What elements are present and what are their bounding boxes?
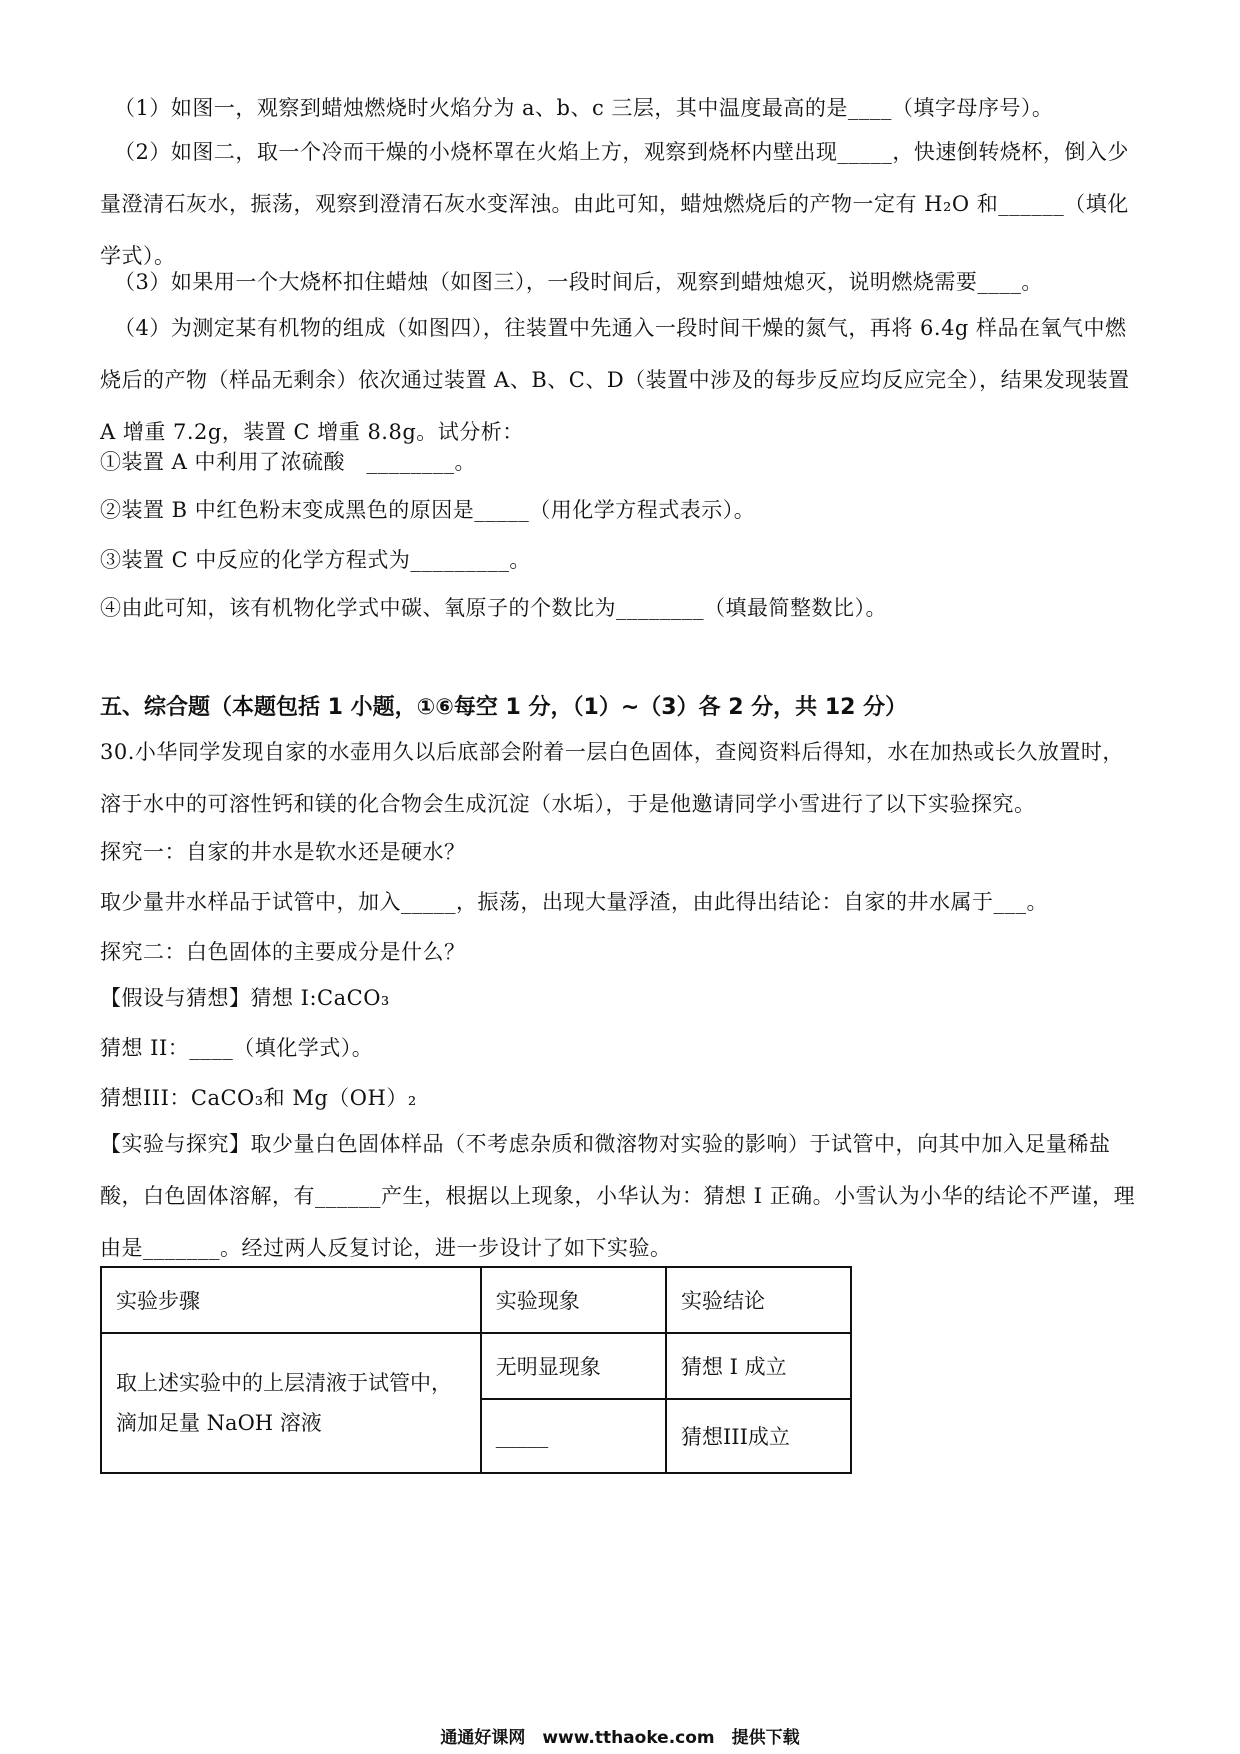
conclusion-cell-1: 猜想 I 成立 <box>666 1333 851 1399</box>
header-phenomenon: 实验现象 <box>481 1267 666 1333</box>
question-part-3: （3）如果用一个大烧杯扣住蜡烛（如图三），一段时间后，观察到蜡烛熄灭，说明燃烧需要____。 <box>114 270 1043 294</box>
explore2-title: 探究二：白色固体的主要成分是什么？ <box>100 940 466 964</box>
header-step: 实验步骤 <box>101 1267 481 1333</box>
sub-question-1: ①装置 A 中利用了浓硫酸 ________。 <box>100 450 477 474</box>
q30-intro: 30.小华同学发现自家的水壶用久以后底部会附着一层白色固体，查阅资料后得知，水在加热或长久放置时，溶于水中的可溶性钙和镁的化合物会生成沉淀（水垢），于是他邀请同学小雪进行了以下实验探究。 <box>100 740 1124 816</box>
hypothesis-1: 【假设与猜想】猜想 I:CaCO₃ <box>100 986 390 1010</box>
question-part-2: （2）如图二，取一个冷而干燥的小烧杯罩在火焰上方，观察到烧杯内壁出现_____，快速倒转烧杯，倒入少量澄清石灰水，振荡，观察到澄清石灰水变浑浊。由此可知，蜡烛燃烧后的产物一定有 H₂O 和______（填化学式）。 <box>100 140 1129 268</box>
sub-question-4: ④由此可知，该有机物化学式中碳、氧原子的个数比为________（填最简整数比）。 <box>100 596 887 620</box>
sub-question-2: ②装置 B 中红色粉末变成黑色的原因是_____（用化学方程式表示）。 <box>100 498 756 522</box>
header-conclusion: 实验结论 <box>666 1267 851 1333</box>
sub-question-3: ③装置 C 中反应的化学方程式为_________。 <box>100 548 531 572</box>
table-header-row <box>101 1267 851 1333</box>
hypothesis-2: 猜想 II：____（填化学式）。 <box>100 1036 374 1060</box>
phenomenon-cell-1: 无明显现象 <box>481 1333 666 1399</box>
table-row <box>101 1333 851 1399</box>
conclusion-cell-2: 猜想III成立 <box>666 1399 851 1473</box>
section-heading: 五、综合题（本题包括 1 小题，①⑥每空 1 分，（1）~（3）各 2 分，共 12 分） <box>100 695 908 720</box>
explore1-title: 探究一：自家的井水是软水还是硬水？ <box>100 840 466 864</box>
question-part-1: （1）如图一，观察到蜡烛燃烧时火焰分为 a、b、c 三层，其中温度最高的是____（填字母序号）。 <box>114 96 1054 120</box>
experiment-text: 【实验与探究】取少量白色固体样品（不考虑杂质和微溶物对实验的影响）于试管中，向其中加入足量稀盐酸，白色固体溶解，有______产生，根据以上现象，小华认为：猜想 I 正确。小雪认为小华的结论不严谨，理由是_______。经过两人反复讨论，进一步设计了如下实验。 <box>100 1132 1136 1260</box>
explore1-body: 取少量井水样品于试管中，加入_____，振荡，出现大量浮渣，由此得出结论：自家的井水属于___。 <box>100 890 1048 914</box>
hypothesis-3: 猜想III：CaCO₃和 Mg（OH）₂ <box>100 1086 417 1110</box>
question-part-4: （4）为测定某有机物的组成（如图四），往装置中先通入一段时间干燥的氮气，再将 6.4g 样品在氧气中燃烧后的产物（样品无剩余）依次通过装置 A、B、C、D（装置中涉及的每步反应均反应完全），结果发现装置 A 增重 7.2g，装置 C 增重 8.8g。试分析： <box>100 316 1130 444</box>
experiment-table <box>100 1266 852 1474</box>
phenomenon-cell-2: _____ <box>481 1399 666 1473</box>
page-footer: 通通好课网 www.tthaoke.com 提供下载 <box>440 1728 800 1748</box>
step-cell: 取上述实验中的上层清液于试管中，滴加足量 NaOH 溶液 <box>101 1333 481 1473</box>
